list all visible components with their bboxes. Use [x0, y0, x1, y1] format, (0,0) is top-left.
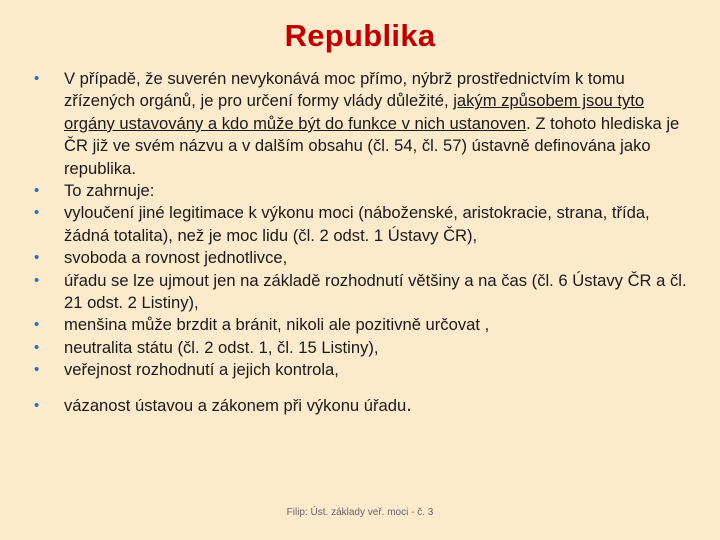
- bullet-item-8: [34, 359, 694, 381]
- bullet-dot-icon: •: [34, 249, 40, 267]
- bullet-dot-icon: •: [34, 316, 40, 334]
- bullet-item-3: [34, 202, 694, 247]
- bullet-dot-icon: •: [34, 338, 40, 356]
- bullet-dot-icon: •: [34, 271, 40, 289]
- bullet-dot-icon: •: [34, 361, 40, 379]
- bullet-item-1: [34, 68, 694, 180]
- bullet-text-2: To zahrnuje:: [64, 181, 155, 201]
- bullet-text-9: [64, 395, 694, 417]
- underlined-phrase: jakým způsobem jsou tyto orgány ustavovány a kdo může být do funkce v nich ustanoven: [64, 91, 645, 133]
- bullet-text-1-part-c: . Z tohoto hlediska je ČR již ve svém názvu a v dalším obsahu (čl. 54, čl. 57) ústavně definována jako republika.: [64, 113, 680, 178]
- bullet-text-4: svoboda a rovnost jednotlivce,: [64, 248, 288, 268]
- bullet-list: [34, 68, 694, 417]
- bullet-item-2: [34, 180, 694, 202]
- bullet-item-4: [34, 247, 694, 269]
- bullet-item-6: [34, 314, 694, 336]
- slide-title: Republika: [284, 18, 436, 53]
- bullet-item-9: [34, 395, 694, 417]
- bullet-dot-icon: •: [34, 396, 40, 414]
- bullet-text-9-period: .: [406, 393, 412, 416]
- bullet-text-8: veřejnost rozhodnutí a jejich kontrola,: [64, 360, 339, 380]
- bullet-text-9-body: vázanost ústavou a zákonem při výkonu úřadu: [64, 395, 407, 415]
- bullet-dot-icon: •: [34, 182, 40, 200]
- bullet-text-7: neutralita státu (čl. 2 odst. 1, čl. 15 Listiny),: [64, 337, 379, 357]
- bullet-text-3: vyloučení jiné legitimace k výkonu moci (náboženské, aristokracie, strana, třída, žádná totalita), než je moc lidu (čl. 2 odst. 1 Ústavy ČR),: [64, 203, 650, 245]
- bullet-text-1: [64, 68, 694, 180]
- bullet-dot-icon: •: [34, 70, 40, 87]
- bullet-dot-icon: •: [34, 204, 40, 222]
- bullet-text-6: menšina může brzdit a bránit, nikoli ale pozitivně určovat ,: [64, 315, 490, 335]
- bullet-item-5: [34, 270, 694, 315]
- bullet-item-7: [34, 337, 694, 359]
- bullet-text-1-part-a: V případě, že suverén nevykonává moc přímo, nýbrž prostřednictvím k tomu zřízených orgánů, je pro určení formy vlády důležité,: [64, 69, 625, 111]
- bullet-text-5: úřadu se lze ujmout jen na základě rozhodnutí většiny a na čas (čl. 6 Ústavy ČR a čl. 21 odst. 2 Listiny),: [64, 270, 687, 313]
- slide-footer: Filip: Úst. základy veř. moci - č. 3: [286, 507, 434, 518]
